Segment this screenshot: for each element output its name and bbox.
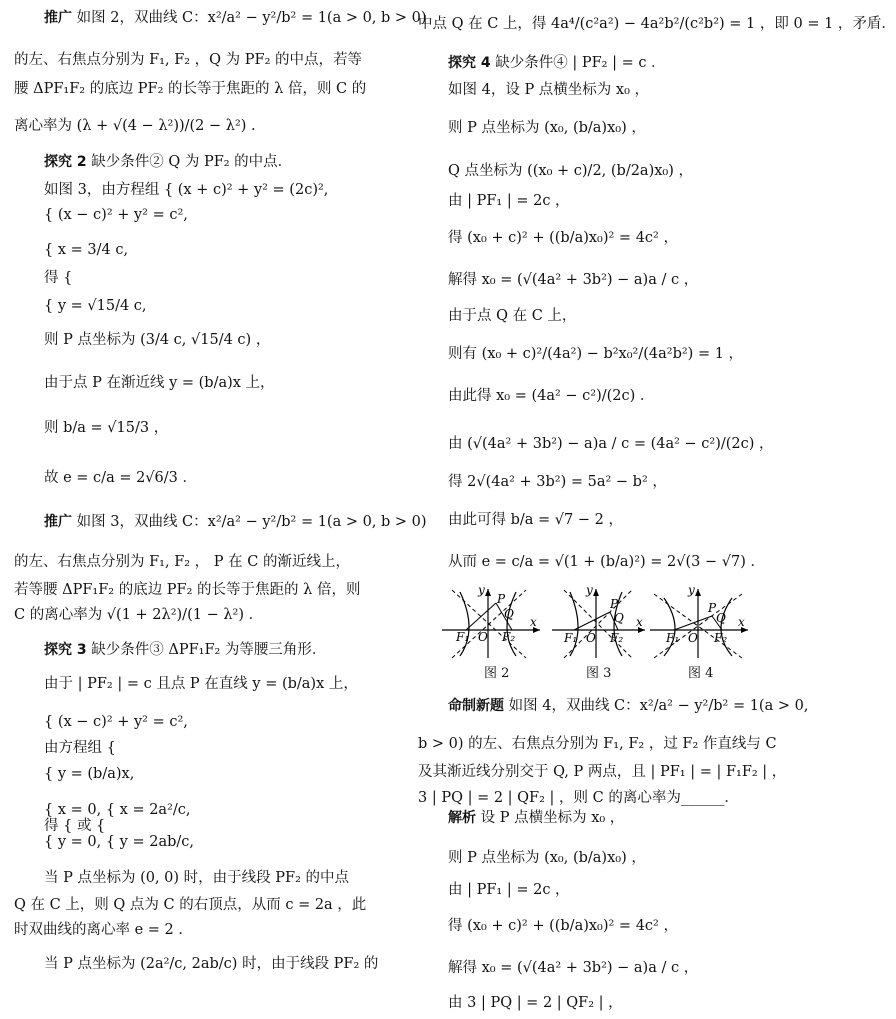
figure-4-graphic [650, 583, 750, 658]
right-text-line: 则有 (x₀ + c)²/(4a²) − b²x₀²/(4a²b²) = 1 ， [448, 346, 744, 362]
fig3-label-o: O [586, 631, 596, 645]
right-text-line: 如图 4，设 P 点横坐标为 x₀ ， [448, 82, 650, 98]
left-text-line: 则 b/a = √15/3 ， [44, 420, 169, 436]
left-text-line: 如图 3，由方程组 { (x + c)² + y² = (2c)², [44, 182, 329, 198]
right-text-line: 及其渐近线分别交于 Q, P 两点，且 | PF₁ | = | F₁F₂ | ， [418, 764, 787, 780]
left-text-line: 则 P 点坐标为 (3/4 c, √15/4 c) ， [44, 332, 271, 348]
section-lead: 推广 [44, 514, 72, 530]
left-text-line: { x = 3/4 c, [44, 242, 129, 258]
fig2-label-f2: F₂ [502, 630, 516, 644]
line-text: 如图 3，双曲线 C：x²/a² − y²/b² = 1(a > 0, b > 0) [72, 514, 427, 530]
right-text-line: 3 | PQ | = 2 | QF₂ | ，则 C 的离心率为______． [418, 790, 739, 806]
left-text-line: 由方程组 { [44, 740, 116, 756]
left-text-line: 时双曲线的离心率 e = 2 ． [14, 922, 193, 938]
fig4-label-q: Q [716, 611, 726, 625]
line-text: 设 P 点横坐标为 x₀ ， [476, 810, 625, 826]
section-lead: 探究 3 [44, 642, 87, 658]
right-text-line: 由 (√(4a² + 3b²) − a)a / c = (4a² − c²)/(2c) ， [448, 436, 774, 452]
fig4-label-o: O [688, 631, 698, 645]
section-lead: 命制新题 [448, 698, 504, 714]
left-text-line: 由于 | PF₂ | = c 且点 P 在直线 y = (b/a)x 上， [44, 676, 358, 692]
left-text-line: C 的离心率为 √(1 + 2λ²)/(1 − λ²) ． [14, 607, 264, 623]
left-text-line: Q 在 C 上，则 Q 点为 C 的右顶点，从而 c = 2a ，此 [14, 897, 367, 913]
fig4-label-f1: F₁ [666, 631, 680, 645]
figure-2 [442, 583, 542, 658]
fig2-label-f1: F₁ [456, 630, 470, 644]
left-text-line: 的左、右焦点分别为 F₁, F₂ ， P 在 C 的渐近线上， [14, 554, 350, 570]
figure-3-caption: 图 3 [586, 666, 612, 681]
left-text-line: 的左、右焦点分别为 F₁, F₂ ，Q 为 PF₂ 的中点，若等 [14, 52, 363, 68]
figure-4-caption: 图 4 [688, 666, 714, 681]
right-text-line [418, 696, 809, 716]
left-text-line: { x = 0, { x = 2a²/c, [44, 802, 191, 818]
right-text-line: 由于点 Q 在 C 上， [448, 308, 577, 324]
left-text-line: 由于点 P 在渐近线 y = (b/a)x 上， [44, 375, 275, 391]
line-text: 缺少条件④ | PF₂ | = c ． [490, 55, 666, 71]
fig3-label-p: P [610, 597, 619, 611]
fig4-label-x: x [738, 615, 745, 629]
left-text-line: 故 e = c/a = 2√6/3 ． [44, 470, 197, 486]
right-text-line [418, 808, 790, 828]
right-text-line: 解得 x₀ = (√(4a² + 3b²) − a)a / c ， [448, 272, 699, 288]
right-text-line: Q 点坐标为 ((x₀ + c)/2, (b/2a)x₀) ， [448, 163, 693, 179]
line-text: 缺少条件③ ΔPF₁F₂ 为等腰三角形． [86, 642, 327, 658]
right-text-line: 得 2√(4a² + 3b²) = 5a² − b² ， [448, 474, 667, 490]
fig3-label-f1: F₁ [564, 631, 578, 645]
figure-2-caption: 图 2 [484, 666, 510, 681]
line-text: 如图 2，双曲线 C：x²/a² − y²/b² = 1(a > 0, b > 0) [72, 10, 427, 26]
section-lead: 解析 [448, 810, 476, 826]
right-text-line: 从而 e = c/a = √(1 + (b/a)²) = 2√(3 − √7) ． [448, 554, 765, 570]
left-text-line [14, 152, 384, 172]
right-text-line: b > 0) 的左、右焦点分别为 F₁, F₂ ，过 F₂ 作直线与 C [418, 736, 777, 752]
section-lead: 推广 [44, 10, 72, 26]
right-text-line: 由 3 | PQ | = 2 | QF₂ | ， [448, 995, 623, 1011]
right-text-line: 由 | PF₁ | = 2c ， [448, 882, 570, 898]
left-text-line: { (x − c)² + y² = c², [44, 207, 188, 223]
left-text-line: { y = 0, { y = 2ab/c, [44, 834, 194, 850]
fig2-label-x: x [530, 615, 537, 629]
left-text-line: { y = (b/a)x, [44, 766, 135, 782]
left-text-line [14, 8, 427, 28]
fig4-label-y: y [688, 583, 695, 597]
fig2-label-q: Q [504, 607, 514, 621]
right-text-line: 由此可得 b/a = √7 − 2 ， [448, 512, 623, 528]
line-text: 如图 4，双曲线 C：x²/a² − y²/b² = 1(a > 0, [504, 698, 809, 714]
right-text-line: 解得 x₀ = (√(4a² + 3b²) − a)a / c ， [448, 960, 699, 976]
left-text-line: { y = √15/4 c, [44, 298, 147, 314]
fig3-label-y: y [586, 583, 593, 597]
fig3-label-x: x [636, 615, 643, 629]
right-text-line: 由此得 x₀ = (4a² − c²)/(2c) ． [448, 388, 655, 404]
left-column [14, 0, 427, 1019]
left-text-line: 得 { [44, 270, 73, 286]
fig2-label-o: O [478, 630, 488, 644]
left-text-line: { (x − c)² + y² = c², [44, 714, 188, 730]
left-text-line: 腰 ΔPF₁F₂ 的底边 PF₂ 的长等于焦距的 λ 倍，则 C 的 [14, 81, 367, 97]
fig3-label-q: Q [614, 611, 624, 625]
section-lead: 探究 4 [448, 55, 491, 71]
figure-3 [552, 583, 647, 658]
right-text-line: 得 (x₀ + c)² + ((b/a)x₀)² = 4c² ， [448, 918, 678, 934]
right-text-line: 得 (x₀ + c)² + ((b/a)x₀)² = 4c² ， [448, 230, 678, 246]
section-lead: 探究 2 [44, 154, 87, 170]
left-text-line: 若等腰 ΔPF₁F₂ 的底边 PF₂ 的长等于焦距的 λ 倍，则 [14, 582, 361, 598]
figure-4 [650, 583, 750, 658]
figure-3-graphic [552, 583, 647, 658]
left-text-line: 得 { 或 { [44, 818, 106, 834]
fig4-label-p: P [708, 601, 717, 615]
right-text-line: 由 | PF₁ | = 2c ， [448, 193, 570, 209]
right-text-line [418, 53, 790, 73]
fig4-label-f2: F₂ [714, 631, 728, 645]
fig2-label-y: y [478, 583, 485, 597]
left-text-line [14, 512, 427, 532]
figure-2-graphic [442, 583, 542, 658]
line-text: 缺少条件② Q 为 PF₂ 的中点． [86, 154, 293, 170]
left-text-line [14, 640, 384, 660]
left-text-line: 当 P 点坐标为 (2a²/c, 2ab/c) 时，由于线段 PF₂ 的 [44, 956, 379, 972]
right-text-line: 则 P 点坐标为 (x₀, (b/a)x₀) ， [448, 120, 646, 136]
fig2-label-p: P [497, 592, 506, 606]
fig3-label-f2: F₂ [610, 631, 624, 645]
right-column [418, 0, 896, 1019]
right-text-line: 则 P 点坐标为 (x₀, (b/a)x₀) ， [448, 850, 646, 866]
right-text-line: 中点 Q 在 C 上，得 4a⁴/(c²a²) − 4a²b²/(c²b²) = 1 ，即 0 = 1 ，矛盾． [418, 16, 896, 32]
left-text-line: 离心率为 (λ + √(4 − λ²))/(2 − λ²) . [14, 118, 256, 134]
left-text-line: 当 P 点坐标为 (0, 0) 时，由于线段 PF₂ 的中点 [44, 870, 350, 886]
